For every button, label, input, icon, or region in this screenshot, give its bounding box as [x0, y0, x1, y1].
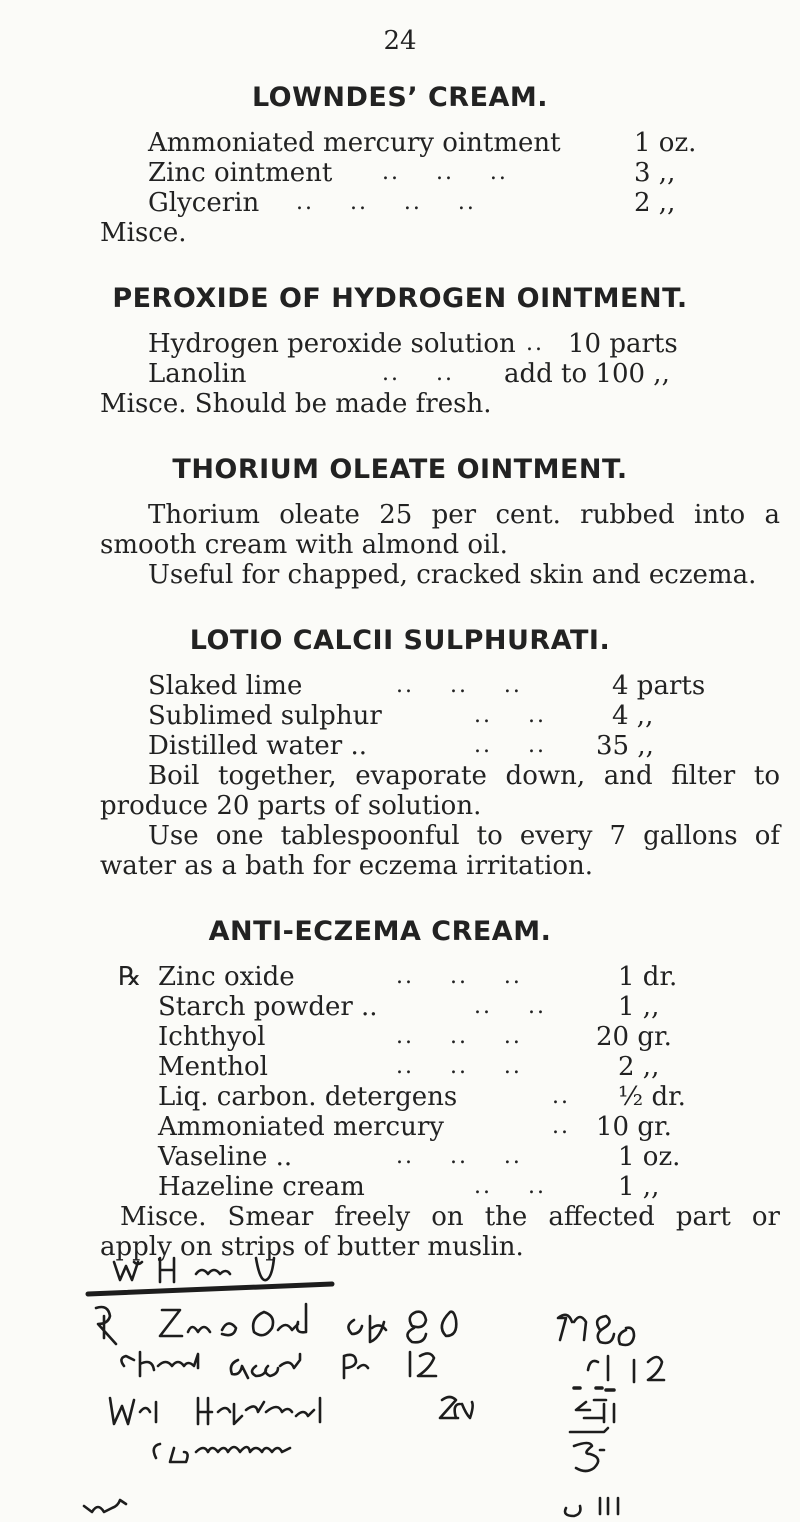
section-note: Misce. Should be made fresh. [100, 389, 492, 419]
ingredient-qty: 1 oz. [634, 128, 697, 158]
ingredient-qty: 20 gr. [596, 1022, 672, 1052]
leader-dots: .. .. .. [396, 1144, 522, 1169]
ingredient-qty: 4 parts [612, 671, 706, 701]
leader-dots: .. [552, 1084, 570, 1109]
ingredient-qty: 1 dr. [618, 962, 678, 992]
paragraph-line: water as a bath for eczema irritation. [100, 851, 594, 881]
leader-dots: .. [526, 331, 544, 356]
ingredient-name: Vaseline .. [158, 1142, 293, 1172]
paragraph-line: smooth cream with almond oil. [100, 530, 508, 560]
ingredient-qty: 4 ,, [612, 701, 654, 731]
leader-dots: .. .. .. [396, 673, 522, 698]
paragraph-line: produce 20 parts of solution. [100, 791, 482, 821]
leader-dots: .. .. .. [396, 1054, 522, 1079]
ingredient-qty: 2 ,, [618, 1052, 660, 1082]
handwritten-annotation [0, 1080, 800, 1522]
leader-dots: .. .. [474, 1174, 546, 1199]
heading-lotio-calcii: LOTIO CALCII SULPHURATI. [189, 625, 611, 656]
leader-dots: .. .. .. [396, 1024, 522, 1049]
paragraph-line: Thorium oleate 25 per cent. rubbed into a [148, 500, 780, 530]
leader-dots: .. .. [382, 361, 454, 386]
paragraph-line: Boil together, evaporate down, and filter to [148, 761, 780, 791]
heading-thorium-ointment: THORIUM OLEATE OINTMENT. [172, 454, 628, 485]
ingredient-qty: 1 ,, [618, 1172, 660, 1202]
ingredient-name: Sublimed sulphur [148, 701, 382, 731]
ingredient-qty: 1 oz. [618, 1142, 681, 1172]
ingredient-name: Menthol [158, 1052, 268, 1082]
ingredient-qty: 10 parts [568, 329, 678, 359]
ingredient-name: Ichthyol [158, 1022, 266, 1052]
ingredient-name: Zinc ointment [148, 158, 333, 188]
ingredient-qty: 35 ,, [596, 731, 654, 761]
ingredient-qty: 2 ,, [634, 188, 676, 218]
paragraph-line: Use one tablespoonful to every 7 gallons of [148, 821, 780, 851]
ingredient-name: Slaked lime [148, 671, 303, 701]
paragraph-line: Misce. Smear freely on the affected part or [120, 1202, 780, 1232]
ingredient-name: Ammoniated mercury ointment [148, 128, 561, 158]
ingredient-name: Liq. carbon. detergens [158, 1082, 458, 1112]
ingredient-qty: 10 gr. [596, 1112, 672, 1142]
rx-symbol: ℞ [118, 962, 142, 992]
ingredient-qty: 1 ,, [618, 992, 660, 1022]
ingredient-name: Distilled water .. [148, 731, 368, 761]
leader-dots: .. .. .. [396, 964, 522, 989]
section-note: Misce. [100, 218, 187, 248]
ingredient-name: Hydrogen peroxide solution [148, 329, 516, 359]
page-number: 24 [383, 26, 417, 56]
heading-lowndes-cream: LOWNDES’ CREAM. [251, 82, 549, 113]
leader-dots: .. .. .. [382, 160, 508, 185]
heading-peroxide-ointment: PEROXIDE OF HYDROGEN OINTMENT. [112, 283, 688, 314]
leader-dots: .. .. [474, 733, 546, 758]
ingredient-name: Hazeline cream [158, 1172, 365, 1202]
ingredient-name: Starch powder .. [158, 992, 378, 1022]
ingredient-name: Lanolin [148, 359, 247, 389]
leader-dots: .. .. [474, 994, 546, 1019]
paragraph-line: apply on strips of butter muslin. [100, 1232, 524, 1262]
ingredient-qty: 3 ,, [634, 158, 676, 188]
ingredient-name: Glycerin [148, 188, 260, 218]
heading-anti-eczema: ANTI-ECZEMA CREAM. [208, 916, 552, 947]
leader-dots: .. .. [474, 703, 546, 728]
ingredient-qty: add to 100 ,, [504, 359, 670, 389]
leader-dots: .. .. .. .. [296, 190, 476, 215]
paragraph-line: Useful for chapped, cracked skin and eczema. [148, 560, 757, 590]
ingredient-name: Zinc oxide [158, 962, 295, 992]
ingredient-qty: ½ dr. [618, 1082, 686, 1112]
ingredient-name: Ammoniated mercury [158, 1112, 444, 1142]
leader-dots: .. [552, 1114, 570, 1139]
